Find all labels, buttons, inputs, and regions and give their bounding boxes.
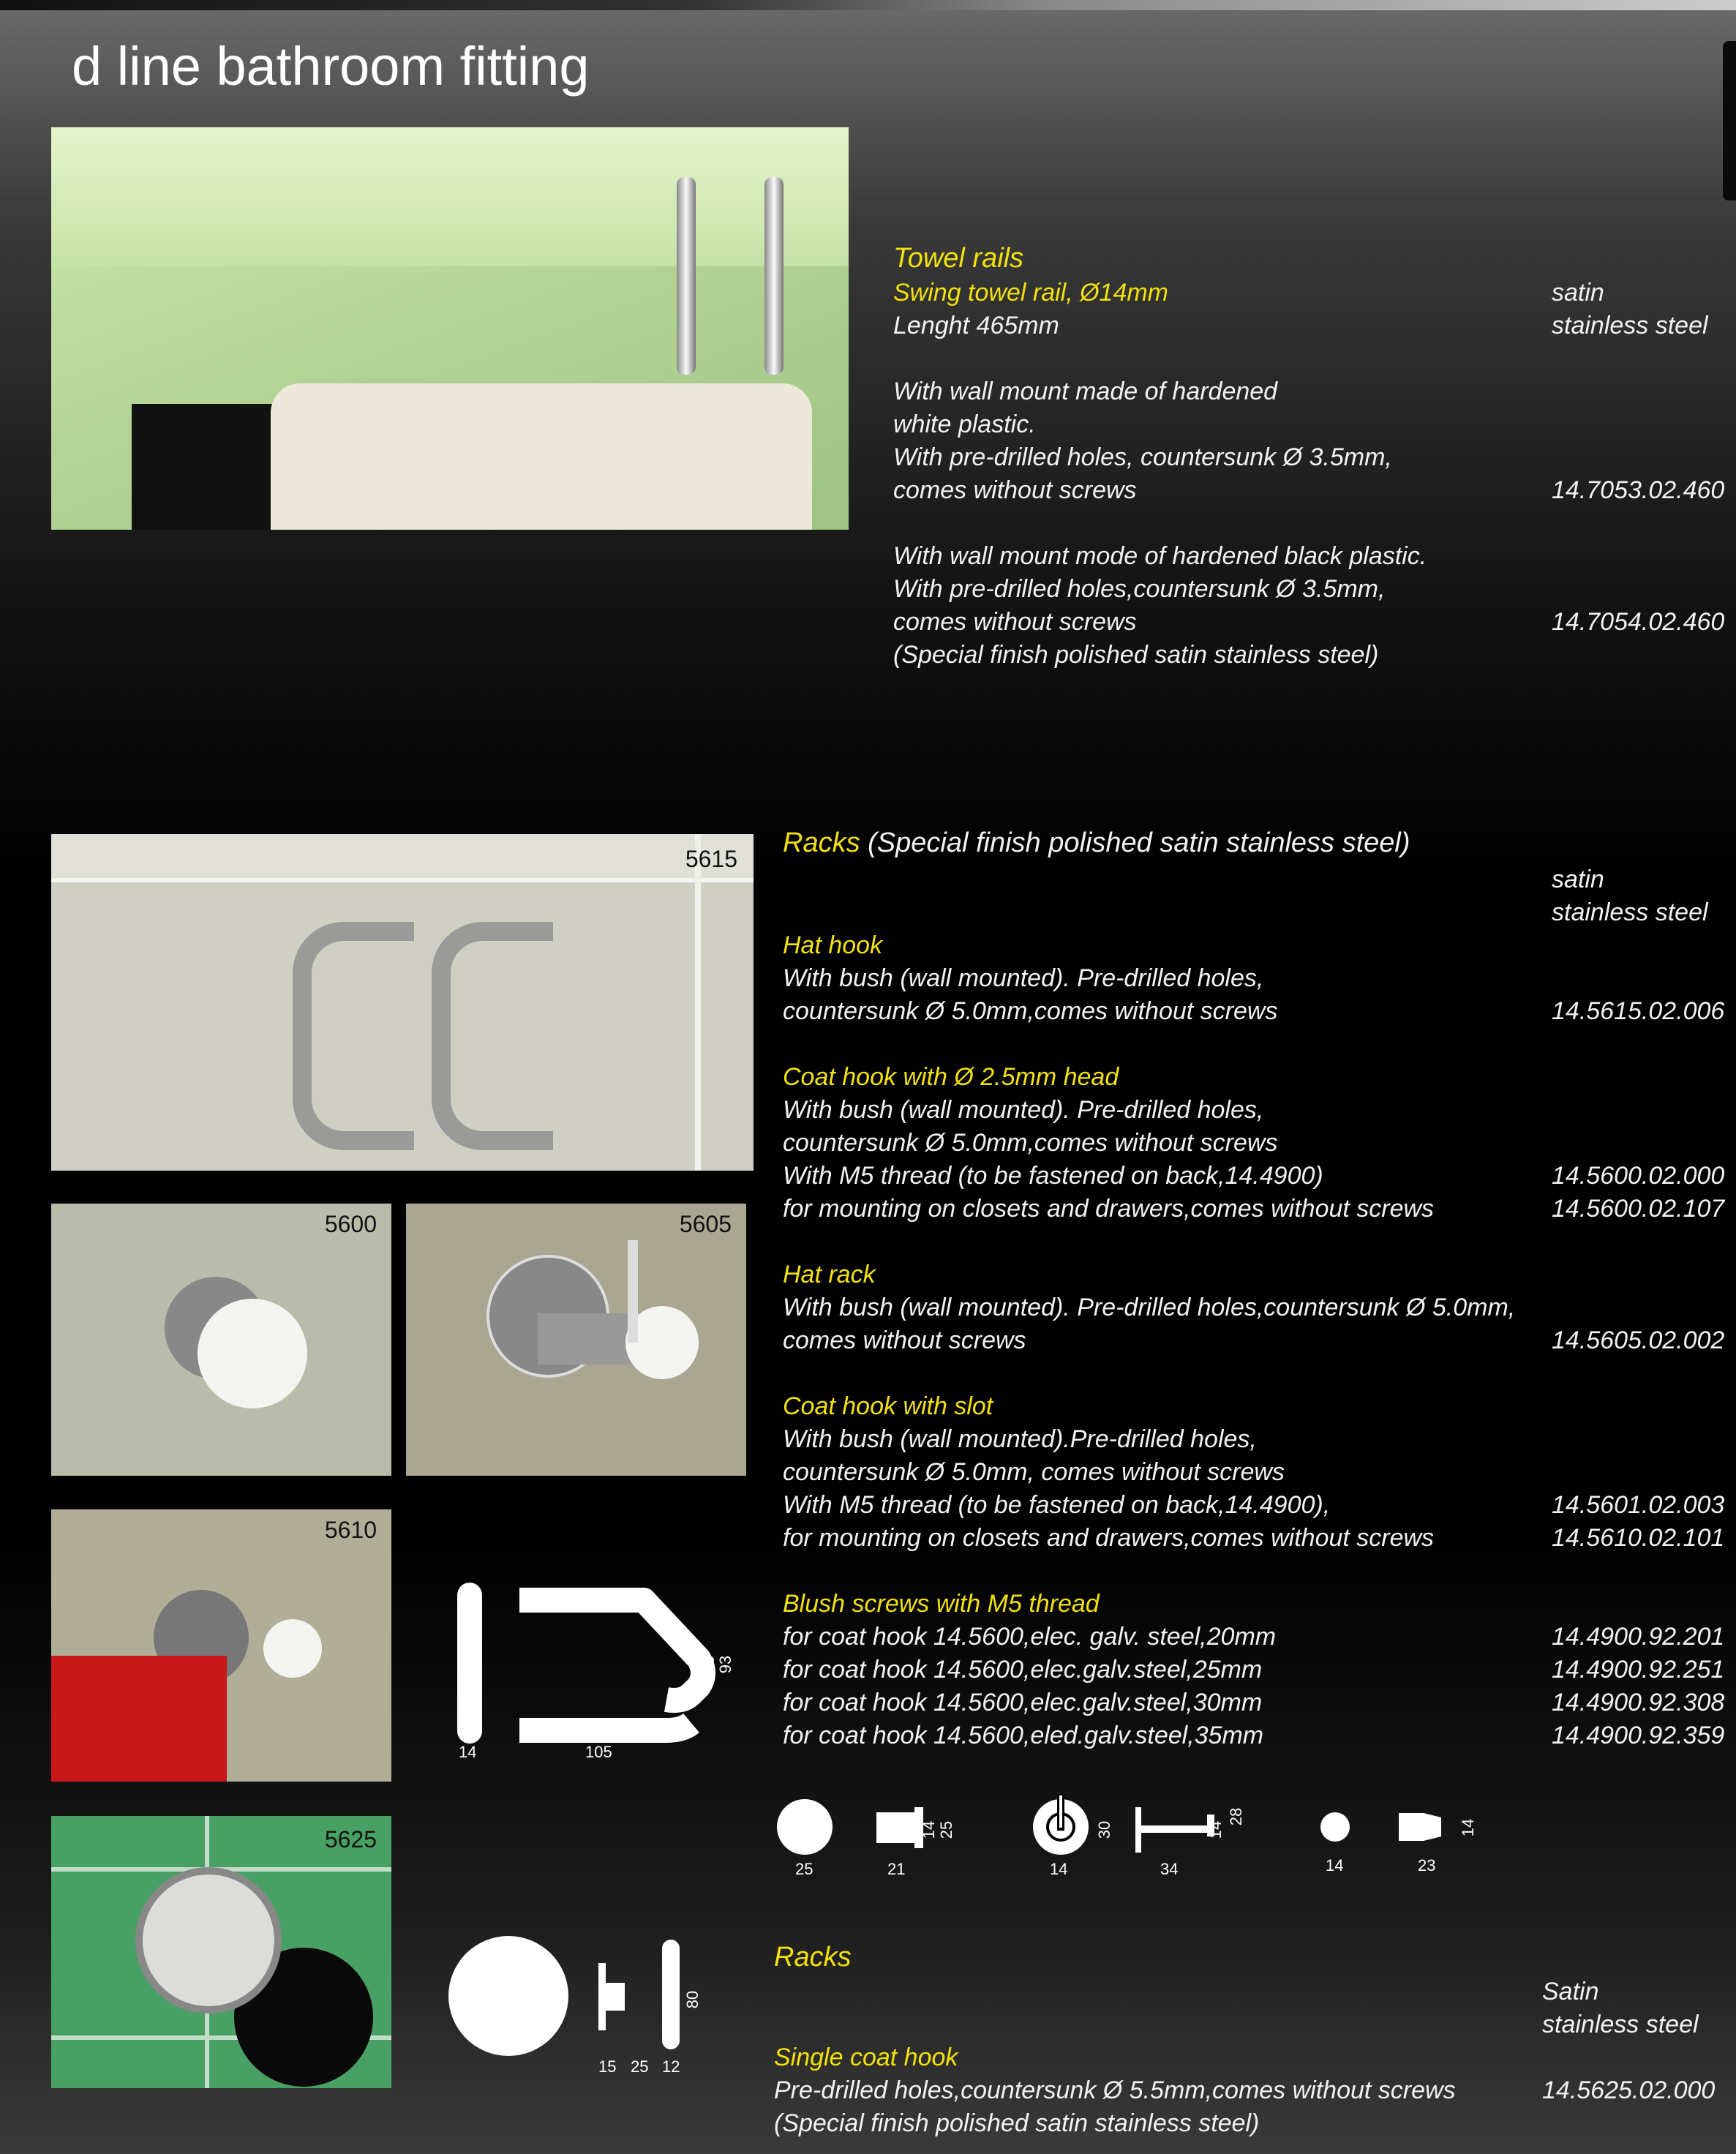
coat-hook-head-line: With bush (wall mounted). Pre-drilled holes, <box>783 1096 1264 1124</box>
page-title: d line bathroom fitting <box>72 36 590 97</box>
racks-finish-1: satin <box>1552 866 1604 893</box>
racks2-heading: Racks <box>774 1942 852 1973</box>
towel-rail-subheading: Swing towel rail, Ø14mm <box>893 279 1169 307</box>
towel-rail-length: Lenght 465mm <box>893 312 1059 339</box>
towel-rails-heading: Towel rails <box>893 243 1024 274</box>
towel-v1-line: comes without screws <box>893 476 1137 504</box>
hat-hook-name: Hat hook <box>783 931 883 959</box>
dim-a25: 25 <box>795 1860 813 1878</box>
photo-5615 <box>51 834 754 1171</box>
racks2-finish-2: stainless steel <box>1542 2011 1699 2038</box>
coat-hook-head-line: for mounting on closets and drawers,comes without screws <box>783 1195 1435 1223</box>
blush-screws-line: for coat hook 14.5600,elec.galv.steel,25mm <box>783 1656 1263 1684</box>
photo-5600 <box>51 1204 391 1476</box>
photo-label-5605: 5605 <box>679 1211 732 1237</box>
dim-b34: 34 <box>1160 1860 1179 1878</box>
photo-5625 <box>51 1816 391 2088</box>
dim-b28: 28 <box>1227 1807 1246 1826</box>
coat-hook-slot-line: With bush (wall mounted).Pre-drilled holes, <box>783 1425 1257 1453</box>
dim-c14: 14 <box>1326 1856 1344 1875</box>
hat-rack-line: comes without screws <box>783 1326 1026 1354</box>
dim-hathook-14: 14 <box>459 1743 477 1761</box>
racks2-finish-1: Satin <box>1542 1978 1599 2005</box>
hat-rack-line: With bush (wall mounted). Pre-drilled holes,countersunk Ø 5.0mm, <box>783 1294 1516 1321</box>
dim-a14b: 14 <box>920 1820 939 1839</box>
coat-hook-slot-code: 14.5601.02.003 <box>1552 1491 1725 1519</box>
hat-hook-drawing <box>450 1577 735 1745</box>
blush-screws-code: 14.4900.92.251 <box>1552 1656 1725 1684</box>
photo-label-5625: 5625 <box>324 1826 377 1853</box>
towel-finish-1: satin <box>1552 279 1604 307</box>
blush-screws-line: for coat hook 14.5600,elec. galv. steel,20mm <box>783 1623 1277 1651</box>
towel-code-2: 14.7054.02.460 <box>1552 608 1725 636</box>
dim-a21: 21 <box>887 1860 906 1878</box>
dim-5625-12: 12 <box>662 2057 680 2076</box>
towel-v1-line: With pre-drilled holes, countersunk Ø 3.5mm, <box>893 443 1392 471</box>
dim-5625-25: 25 <box>631 2057 649 2076</box>
top-bar <box>0 0 1736 10</box>
coat-hook-5625-drawing <box>446 1935 695 2067</box>
dim-b14b: 14 <box>1206 1820 1225 1839</box>
blush-screws-code: 14.4900.92.201 <box>1552 1623 1725 1651</box>
hat-hook-line: countersunk Ø 5.0mm,comes without screws <box>783 997 1278 1025</box>
coat-hook-slot-code: 14.5610.02.101 <box>1552 1524 1725 1552</box>
towel-v1-line: With wall mount made of hardened <box>893 378 1278 405</box>
dim-hathook-93: 93 <box>716 1655 735 1674</box>
hat-hook-line: With bush (wall mounted). Pre-drilled holes, <box>783 964 1264 992</box>
coat-hook-head-code: 14.5600.02.107 <box>1552 1195 1725 1223</box>
coat-hook-slot-name: Coat hook with slot <box>783 1392 993 1420</box>
single-coat-hook-code: 14.5625.02.000 <box>1542 2076 1716 2104</box>
blush-screws-name: Blush screws with M5 thread <box>783 1590 1100 1618</box>
towel-v2-line: (Special finish polished satin stainless steel) <box>893 641 1379 669</box>
towel-finish-2: stainless steel <box>1552 312 1708 339</box>
blush-screws-line: for coat hook 14.5600,eled.galv.steel,35mm <box>783 1722 1264 1749</box>
coat-hook-slot-line: With M5 thread (to be fastened on back,14.4900), <box>783 1491 1331 1519</box>
dim-a25b: 25 <box>937 1820 956 1839</box>
photo-label-5600: 5600 <box>324 1211 377 1237</box>
blush-screws-code: 14.4900.92.308 <box>1552 1689 1725 1716</box>
coat-hook-slot-line: for mounting on closets and drawers,comes without screws <box>783 1524 1435 1552</box>
hat-rack-code: 14.5605.02.002 <box>1552 1326 1725 1354</box>
towel-code-1: 14.7053.02.460 <box>1552 476 1725 504</box>
single-coat-hook-line: (Special finish polished satin stainless steel) <box>774 2109 1260 2137</box>
coat-hook-slot-line: countersunk Ø 5.0mm, comes without screws <box>783 1458 1285 1486</box>
dim-5625-80: 80 <box>683 1990 702 2009</box>
dim-c14b: 14 <box>1459 1818 1478 1837</box>
coat-hook-head-code: 14.5600.02.000 <box>1552 1162 1725 1190</box>
dim-b14: 14 <box>1050 1860 1068 1878</box>
racks-finish-2: stainless steel <box>1552 898 1708 926</box>
towel-v2-line: comes without screws <box>893 608 1137 636</box>
dim-hathook-60: 60 <box>699 1655 718 1674</box>
side-tab <box>1723 41 1736 200</box>
dim-b30: 30 <box>1095 1820 1114 1839</box>
hat-rack-name: Hat rack <box>783 1261 876 1288</box>
photo-label-5615: 5615 <box>685 846 737 872</box>
technical-drawings-row <box>768 1785 1500 1873</box>
hat-hook-code: 14.5615.02.006 <box>1552 997 1725 1025</box>
racks-heading: Racks (Special finish polished satin stainless steel) <box>783 828 1410 858</box>
coat-hook-head-line: With M5 thread (to be fastened on back,14.4900) <box>783 1162 1323 1190</box>
blush-screws-code: 14.4900.92.359 <box>1552 1722 1725 1749</box>
dim-hathook-105: 105 <box>585 1743 612 1761</box>
coat-hook-head-name: Coat hook with Ø 2.5mm head <box>783 1063 1119 1091</box>
dim-5625-15: 15 <box>598 2057 617 2076</box>
photo-label-5610: 5610 <box>324 1517 377 1543</box>
towel-v2-line: With wall mount mode of hardened black plastic. <box>893 542 1427 570</box>
towel-v1-line: white plastic. <box>893 410 1036 438</box>
towel-v2-line: With pre-drilled holes,countersunk Ø 3.5mm, <box>893 575 1386 603</box>
dim-c23: 23 <box>1418 1856 1436 1875</box>
photo-5610 <box>51 1509 391 1782</box>
blush-screws-line: for coat hook 14.5600,elec.galv.steel,30mm <box>783 1689 1263 1716</box>
towel-rail-photo <box>51 127 849 530</box>
single-coat-hook-line: Pre-drilled holes,countersunk Ø 5.5mm,comes without screws <box>774 2076 1456 2104</box>
photo-5605 <box>406 1204 746 1476</box>
single-coat-hook-name: Single coat hook <box>774 2044 958 2071</box>
coat-hook-head-line: countersunk Ø 5.0mm,comes without screws <box>783 1129 1278 1157</box>
